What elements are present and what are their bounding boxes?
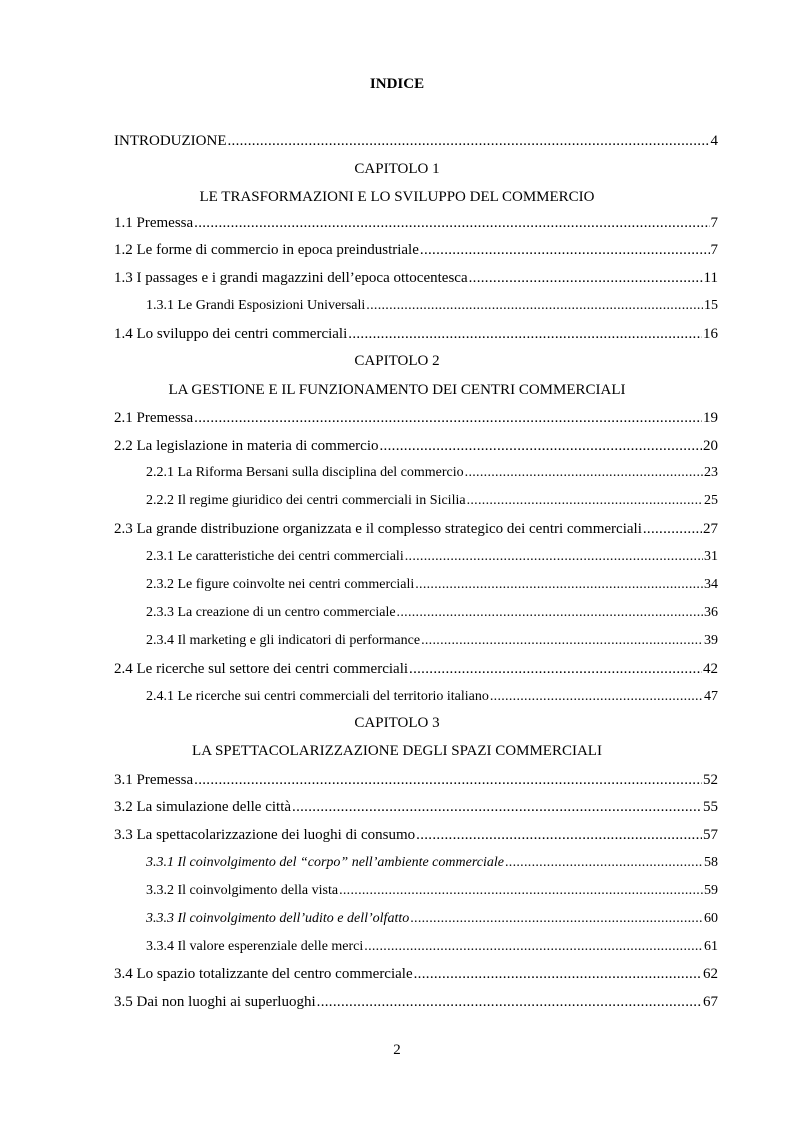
toc-entry-label: 2.3.2 Le figure coinvolte nei centri commerciali bbox=[146, 577, 415, 592]
toc-leader-dots bbox=[397, 603, 703, 623]
toc-entry-page: 61 bbox=[704, 939, 718, 954]
toc-leader-dots bbox=[348, 324, 702, 344]
toc-leader-dots bbox=[505, 853, 703, 873]
chapter-subtitle: LE TRASFORMAZIONI E LO SVILUPPO DEL COMMERCIO bbox=[199, 189, 595, 205]
toc-entry-page: 42 bbox=[703, 661, 718, 677]
toc-leader-dots bbox=[380, 436, 703, 456]
toc-entry[interactable] bbox=[114, 519, 718, 539]
toc-entry[interactable] bbox=[114, 436, 718, 456]
toc-entry-label: INTRODUZIONE bbox=[114, 133, 227, 149]
toc-subentry[interactable] bbox=[146, 909, 718, 929]
toc-subentry[interactable] bbox=[146, 881, 718, 901]
toc-entry-label: 2.2 La legislazione in materia di commercio bbox=[114, 438, 379, 454]
toc-entry-page: 4 bbox=[710, 133, 718, 149]
toc-subentry[interactable] bbox=[146, 463, 718, 483]
toc-subentry[interactable] bbox=[146, 937, 718, 957]
toc-leader-dots bbox=[416, 825, 702, 845]
toc-leader-dots bbox=[410, 909, 703, 929]
toc-subentry[interactable] bbox=[146, 853, 718, 873]
chapter-subtitle: LA SPETTACOLARIZZAZIONE DEGLI SPAZI COMMERCIALI bbox=[192, 743, 602, 759]
toc-subentry[interactable] bbox=[146, 547, 718, 567]
toc-entry-page: 16 bbox=[703, 326, 718, 342]
toc-entry-page: 34 bbox=[704, 577, 718, 592]
toc-entry-page: 7 bbox=[710, 242, 718, 258]
toc-leader-dots bbox=[339, 881, 703, 901]
toc-entry-page: 25 bbox=[704, 493, 718, 508]
page-number: 2 bbox=[393, 1042, 401, 1058]
toc-entry-label: 2.2.2 Il regime giuridico dei centri commerciali in Sicilia bbox=[146, 493, 466, 508]
toc-entry-page: 23 bbox=[704, 465, 718, 480]
toc-leader-dots bbox=[317, 992, 702, 1012]
toc-entry-label: 2.3.1 Le caratteristiche dei centri commerciali bbox=[146, 549, 404, 564]
toc-leader-dots bbox=[415, 575, 703, 595]
toc-entry-page: 47 bbox=[704, 689, 718, 704]
toc-entry-label: 2.1 Premessa bbox=[114, 410, 194, 426]
toc-leader-dots bbox=[465, 463, 703, 483]
toc-leader-dots bbox=[194, 770, 702, 790]
page-title: INDICE bbox=[369, 76, 425, 92]
toc-entry-label: 2.3.3 La creazione di un centro commerciale bbox=[146, 605, 396, 620]
toc-leader-dots bbox=[490, 687, 703, 707]
toc-entry-label: 1.4 Lo sviluppo dei centri commerciali bbox=[114, 326, 348, 342]
toc-leader-dots bbox=[366, 296, 703, 316]
toc-entry[interactable] bbox=[114, 659, 718, 679]
toc-entry-page: 59 bbox=[704, 883, 718, 898]
toc-entry-label: 1.3.1 Le Grandi Esposizioni Universali bbox=[146, 298, 366, 313]
toc-subentry[interactable] bbox=[146, 603, 718, 623]
toc-leader-dots bbox=[227, 131, 709, 151]
toc-entry-page: 36 bbox=[704, 605, 718, 620]
toc-entry[interactable] bbox=[114, 992, 718, 1012]
toc-entry-label: 3.2 La simulazione delle città bbox=[114, 799, 292, 815]
toc-entry-page: 39 bbox=[704, 633, 718, 648]
toc-entry-label: 3.1 Premessa bbox=[114, 772, 194, 788]
toc-entry-label: 1.3 I passages e i grandi magazzini dell’epoca ottocentesca bbox=[114, 270, 468, 286]
toc-entry-page: 20 bbox=[703, 438, 718, 454]
toc-entry-label: 2.4.1 Le ricerche sui centri commerciali del territorio italiano bbox=[146, 689, 489, 704]
toc-leader-dots bbox=[420, 240, 710, 260]
toc-entry-label: 2.3.4 Il marketing e gli indicatori di performance bbox=[146, 633, 421, 648]
toc-leader-dots bbox=[194, 408, 702, 428]
toc-subentry[interactable] bbox=[146, 631, 718, 651]
toc-leader-dots bbox=[292, 797, 702, 817]
toc-entry-page: 67 bbox=[703, 994, 718, 1010]
toc-entry-label: 3.5 Dai non luoghi ai superluoghi bbox=[114, 994, 316, 1010]
toc-leader-dots bbox=[409, 659, 702, 679]
toc-entry[interactable] bbox=[114, 408, 718, 428]
toc-entry[interactable] bbox=[114, 240, 718, 260]
toc-leader-dots bbox=[405, 547, 703, 567]
toc-subentry[interactable] bbox=[146, 296, 718, 316]
toc-leader-dots bbox=[469, 268, 703, 288]
toc-entry-page: 19 bbox=[703, 410, 718, 426]
toc-entry[interactable] bbox=[114, 131, 718, 151]
toc-leader-dots bbox=[364, 937, 703, 957]
toc-subentry[interactable] bbox=[146, 491, 718, 511]
chapter-heading: CAPITOLO 2 bbox=[354, 353, 440, 369]
toc-entry[interactable] bbox=[114, 213, 718, 233]
toc-entry-label: 3.3.2 Il coinvolgimento della vista bbox=[146, 883, 339, 898]
toc-entry-label-italic: 3.3.1 Il coinvolgimento del “corpo” nell’ambiente commerciale bbox=[146, 855, 504, 870]
toc-entry-page: 15 bbox=[704, 298, 718, 313]
toc-entry-label: 3.4 Lo spazio totalizzante del centro commerciale bbox=[114, 966, 413, 982]
toc-leader-dots bbox=[421, 631, 703, 651]
toc-entry-label: 2.3 La grande distribuzione organizzata e il complesso strategico dei centri commerciali bbox=[114, 521, 642, 537]
chapter-heading: CAPITOLO 3 bbox=[354, 715, 440, 731]
toc-entry-label: 3.3.4 Il valore esperenziale delle merci bbox=[146, 939, 364, 954]
toc-entry[interactable] bbox=[114, 825, 718, 845]
toc-entry-page: 58 bbox=[704, 855, 718, 870]
toc-subentry[interactable] bbox=[146, 575, 718, 595]
toc-entry-label: 1.1 Premessa bbox=[114, 215, 194, 231]
chapter-heading: CAPITOLO 1 bbox=[354, 161, 440, 177]
toc-entry[interactable] bbox=[114, 964, 718, 984]
toc-entry[interactable] bbox=[114, 797, 718, 817]
toc-entry-page: 60 bbox=[704, 911, 718, 926]
toc-entry[interactable] bbox=[114, 770, 718, 790]
toc-entry[interactable] bbox=[114, 268, 718, 288]
toc-entry-page: 55 bbox=[703, 799, 718, 815]
toc-entry-page: 27 bbox=[703, 521, 718, 537]
toc-leader-dots bbox=[194, 213, 709, 233]
toc-entry-label: 2.4 Le ricerche sul settore dei centri commerciali bbox=[114, 661, 409, 677]
toc-entry-label bbox=[146, 909, 409, 929]
toc-entry[interactable] bbox=[114, 324, 718, 344]
toc-entry-page: 57 bbox=[703, 827, 718, 843]
toc-entry-label: 3.3 La spettacolarizzazione dei luoghi di consumo bbox=[114, 827, 416, 843]
toc-leader-dots bbox=[414, 964, 702, 984]
chapter-subtitle: LA GESTIONE E IL FUNZIONAMENTO DEI CENTRI COMMERCIALI bbox=[168, 382, 626, 398]
toc-entry-page: 7 bbox=[710, 215, 718, 231]
toc-entry-page: 11 bbox=[703, 270, 718, 286]
toc-entry-page: 52 bbox=[703, 772, 718, 788]
toc-entry-page: 62 bbox=[703, 966, 718, 982]
toc-leader-dots bbox=[467, 491, 703, 511]
toc-leader-dots bbox=[643, 519, 702, 539]
toc-subentry[interactable] bbox=[146, 687, 718, 707]
toc-entry-label: 2.2.1 La Riforma Bersani sulla disciplina del commercio bbox=[146, 465, 464, 480]
toc-entry-page: 31 bbox=[704, 549, 718, 564]
toc-entry-label: 1.2 Le forme di commercio in epoca preindustriale bbox=[114, 242, 419, 258]
toc-entry-label bbox=[146, 853, 504, 873]
toc-entry-label-italic: 3.3.3 Il coinvolgimento dell’udito e dell’olfatto bbox=[146, 911, 410, 926]
